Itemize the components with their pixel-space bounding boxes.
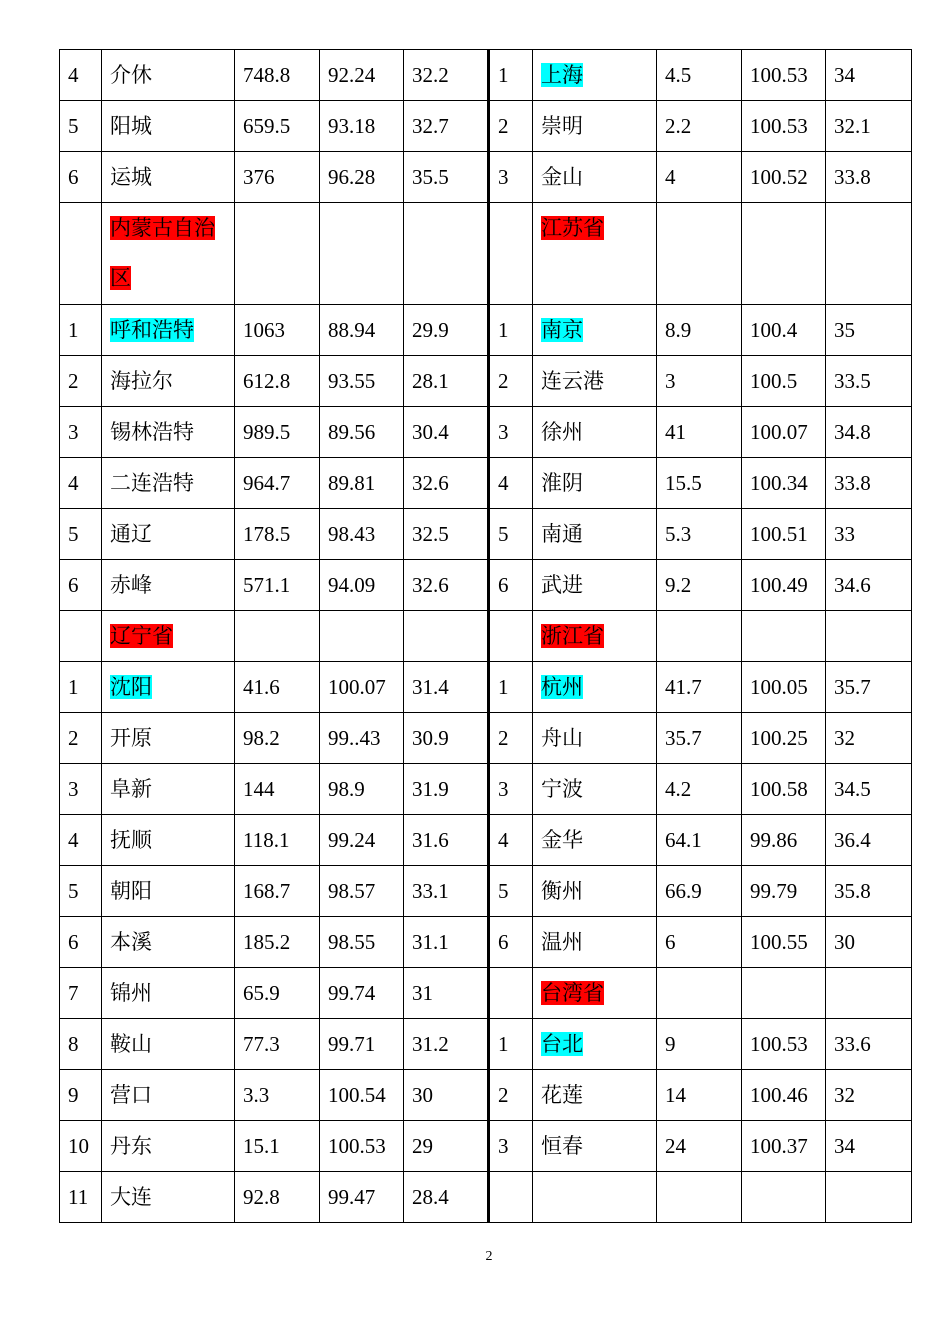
right-temperature-cell [826,611,912,662]
left-temperature-cell: 30.4 [404,407,489,458]
left-elevation-cell: 118.1 [235,815,320,866]
left-index-cell: 3 [60,407,102,458]
left-elevation-cell: 178.5 [235,509,320,560]
right-pressure-cell: 100.53 [742,101,826,152]
right-temperature-cell: 36.4 [826,815,912,866]
right-temperature-cell: 33.6 [826,1019,912,1070]
left-index-cell: 6 [60,152,102,203]
right-pressure-cell: 100.53 [742,50,826,101]
right-elevation-cell [657,968,742,1019]
left-index-cell: 1 [60,305,102,356]
table-row [60,1070,912,1121]
left-pressure-cell: 96.28 [320,152,404,203]
left-pressure-cell [320,611,404,662]
left-temperature-cell: 28.4 [404,1172,489,1223]
left-elevation-cell: 748.8 [235,50,320,101]
table-row [60,1121,912,1172]
table-row [60,713,912,764]
table-row [60,917,912,968]
right-temperature-cell [826,968,912,1019]
right-pressure-cell: 100.4 [742,305,826,356]
table-row [60,50,912,101]
right-elevation-cell: 15.5 [657,458,742,509]
left-pressure-cell: 94.09 [320,560,404,611]
left-station-cell: 锦州 [102,968,235,1019]
left-elevation-cell: 168.7 [235,866,320,917]
right-index-cell: 3 [489,407,533,458]
right-temperature-cell [826,1172,912,1223]
right-pressure-cell: 100.52 [742,152,826,203]
left-temperature-cell: 31.9 [404,764,489,815]
left-station-cell: 营口 [102,1070,235,1121]
left-pressure-cell: 89.81 [320,458,404,509]
left-index-cell: 4 [60,50,102,101]
right-station-cell [533,203,657,305]
right-pressure-cell: 100.5 [742,356,826,407]
left-temperature-cell: 31.2 [404,1019,489,1070]
province-heading: 江苏省 [541,216,604,240]
left-temperature-cell: 33.1 [404,866,489,917]
left-elevation-cell: 144 [235,764,320,815]
left-pressure-cell: 93.55 [320,356,404,407]
left-index-cell: 2 [60,713,102,764]
right-index-cell: 4 [489,815,533,866]
left-station-cell: 朝阳 [102,866,235,917]
left-pressure-cell: 100.53 [320,1121,404,1172]
left-index-cell: 4 [60,815,102,866]
left-index-cell: 6 [60,917,102,968]
climate-data-table [59,49,912,1223]
right-station-cell: 淮阴 [533,458,657,509]
province-heading: 浙江省 [541,624,604,648]
left-elevation-cell: 659.5 [235,101,320,152]
right-elevation-cell: 6 [657,917,742,968]
left-pressure-cell: 99.47 [320,1172,404,1223]
left-station-cell: 鞍山 [102,1019,235,1070]
left-elevation-cell: 571.1 [235,560,320,611]
right-temperature-cell: 33 [826,509,912,560]
right-index-cell: 1 [489,662,533,713]
right-station-cell: 南通 [533,509,657,560]
left-elevation-cell: 376 [235,152,320,203]
left-pressure-cell: 99..43 [320,713,404,764]
page-number: 2 [485,1249,493,1264]
left-index-cell [60,611,102,662]
left-pressure-cell: 99.74 [320,968,404,1019]
left-temperature-cell: 32.6 [404,458,489,509]
right-pressure-cell: 100.25 [742,713,826,764]
table-row [60,305,912,356]
right-station-cell: 连云港 [533,356,657,407]
right-elevation-cell: 14 [657,1070,742,1121]
table-row [60,866,912,917]
table-row [60,1172,912,1223]
left-station-cell: 二连浩特 [102,458,235,509]
right-temperature-cell [826,203,912,305]
table-row [60,560,912,611]
table-row [60,152,912,203]
right-temperature-cell: 32.1 [826,101,912,152]
right-pressure-cell: 100.07 [742,407,826,458]
right-index-cell: 1 [489,50,533,101]
right-index-cell: 6 [489,917,533,968]
right-elevation-cell: 9 [657,1019,742,1070]
left-index-cell: 8 [60,1019,102,1070]
left-temperature-cell: 30.9 [404,713,489,764]
left-station-cell: 海拉尔 [102,356,235,407]
right-index-cell: 2 [489,713,533,764]
right-station-cell [533,968,657,1019]
table-row [60,101,912,152]
left-elevation-cell: 185.2 [235,917,320,968]
right-temperature-cell: 35.7 [826,662,912,713]
right-index-cell: 3 [489,152,533,203]
right-temperature-cell: 33.5 [826,356,912,407]
capital-station-name: 上海 [541,63,583,87]
right-pressure-cell: 100.53 [742,1019,826,1070]
left-index-cell: 2 [60,356,102,407]
right-index-cell: 3 [489,1121,533,1172]
right-index-cell: 2 [489,1070,533,1121]
left-elevation-cell: 989.5 [235,407,320,458]
right-station-cell [533,305,657,356]
table-body [60,50,912,1223]
left-elevation-cell [235,203,320,305]
capital-station-name: 沈阳 [110,675,152,699]
right-pressure-cell [742,968,826,1019]
right-pressure-cell: 100.49 [742,560,826,611]
left-index-cell: 4 [60,458,102,509]
left-pressure-cell: 99.24 [320,815,404,866]
right-index-cell: 3 [489,764,533,815]
left-elevation-cell: 77.3 [235,1019,320,1070]
right-temperature-cell: 30 [826,917,912,968]
left-temperature-cell: 32.5 [404,509,489,560]
right-elevation-cell: 5.3 [657,509,742,560]
left-pressure-cell: 98.9 [320,764,404,815]
table-row [60,611,912,662]
left-index-cell: 11 [60,1172,102,1223]
right-elevation-cell: 8.9 [657,305,742,356]
left-index-cell: 3 [60,764,102,815]
left-pressure-cell: 100.07 [320,662,404,713]
right-station-cell: 崇明 [533,101,657,152]
left-index-cell: 9 [60,1070,102,1121]
left-temperature-cell [404,203,489,305]
right-elevation-cell: 4 [657,152,742,203]
left-index-cell: 5 [60,101,102,152]
table-row [60,968,912,1019]
left-pressure-cell: 88.94 [320,305,404,356]
right-station-cell [533,50,657,101]
right-elevation-cell: 64.1 [657,815,742,866]
right-station-cell: 温州 [533,917,657,968]
right-station-cell [533,662,657,713]
left-elevation-cell: 15.1 [235,1121,320,1172]
left-temperature-cell: 28.1 [404,356,489,407]
right-pressure-cell: 100.05 [742,662,826,713]
left-station-cell: 大连 [102,1172,235,1223]
right-elevation-cell: 35.7 [657,713,742,764]
left-station-cell: 丹东 [102,1121,235,1172]
capital-station-name: 呼和浩特 [110,318,194,342]
left-elevation-cell: 65.9 [235,968,320,1019]
right-index-cell: 5 [489,866,533,917]
left-pressure-cell: 99.71 [320,1019,404,1070]
right-temperature-cell: 34 [826,1121,912,1172]
left-elevation-cell: 92.8 [235,1172,320,1223]
left-temperature-cell: 30 [404,1070,489,1121]
right-pressure-cell: 100.37 [742,1121,826,1172]
left-temperature-cell [404,611,489,662]
right-pressure-cell [742,1172,826,1223]
left-temperature-cell: 32.7 [404,101,489,152]
right-elevation-cell: 9.2 [657,560,742,611]
left-station-cell: 抚顺 [102,815,235,866]
left-elevation-cell: 964.7 [235,458,320,509]
right-pressure-cell: 100.34 [742,458,826,509]
right-elevation-cell: 4.2 [657,764,742,815]
right-pressure-cell: 100.46 [742,1070,826,1121]
left-station-cell: 通辽 [102,509,235,560]
left-index-cell: 6 [60,560,102,611]
right-temperature-cell: 32 [826,1070,912,1121]
right-station-cell [533,1019,657,1070]
table-row [60,407,912,458]
left-elevation-cell: 41.6 [235,662,320,713]
capital-station-name: 南京 [541,318,583,342]
left-elevation-cell: 98.2 [235,713,320,764]
right-temperature-cell: 33.8 [826,152,912,203]
capital-station-name: 杭州 [541,675,583,699]
left-temperature-cell: 35.5 [404,152,489,203]
left-station-cell [102,611,235,662]
right-index-cell: 1 [489,1019,533,1070]
right-pressure-cell: 100.51 [742,509,826,560]
right-index-cell: 2 [489,101,533,152]
right-index-cell: 2 [489,356,533,407]
right-elevation-cell: 66.9 [657,866,742,917]
left-station-cell: 锡林浩特 [102,407,235,458]
left-temperature-cell: 31 [404,968,489,1019]
left-temperature-cell: 29 [404,1121,489,1172]
left-pressure-cell: 98.57 [320,866,404,917]
left-temperature-cell: 32.6 [404,560,489,611]
right-index-cell: 4 [489,458,533,509]
right-station-cell: 武进 [533,560,657,611]
left-elevation-cell: 3.3 [235,1070,320,1121]
left-pressure-cell: 98.55 [320,917,404,968]
right-elevation-cell [657,203,742,305]
left-pressure-cell: 100.54 [320,1070,404,1121]
right-temperature-cell: 35 [826,305,912,356]
left-index-cell: 7 [60,968,102,1019]
table-row [60,764,912,815]
right-station-cell: 恒春 [533,1121,657,1172]
right-index-cell [489,611,533,662]
right-pressure-cell [742,611,826,662]
right-station-cell: 金山 [533,152,657,203]
table-row [60,815,912,866]
right-elevation-cell [657,1172,742,1223]
right-station-cell: 宁波 [533,764,657,815]
right-elevation-cell: 2.2 [657,101,742,152]
right-temperature-cell: 32 [826,713,912,764]
left-index-cell: 1 [60,662,102,713]
left-temperature-cell: 31.4 [404,662,489,713]
left-station-cell: 赤峰 [102,560,235,611]
right-index-cell [489,968,533,1019]
table-row [60,356,912,407]
table-row [60,458,912,509]
left-station-cell: 运城 [102,152,235,203]
right-elevation-cell: 3 [657,356,742,407]
right-temperature-cell: 35.8 [826,866,912,917]
right-pressure-cell: 100.55 [742,917,826,968]
province-heading: 内蒙古自治区 [110,216,215,290]
right-elevation-cell: 24 [657,1121,742,1172]
right-temperature-cell: 34.8 [826,407,912,458]
right-temperature-cell: 34 [826,50,912,101]
left-station-cell: 开原 [102,713,235,764]
left-pressure-cell: 93.18 [320,101,404,152]
right-index-cell [489,203,533,305]
table-row [60,1019,912,1070]
right-temperature-cell: 34.5 [826,764,912,815]
right-elevation-cell: 41 [657,407,742,458]
right-elevation-cell [657,611,742,662]
left-temperature-cell: 31.1 [404,917,489,968]
left-temperature-cell: 32.2 [404,50,489,101]
right-pressure-cell: 100.58 [742,764,826,815]
left-temperature-cell: 29.9 [404,305,489,356]
right-station-cell: 衡州 [533,866,657,917]
right-temperature-cell: 34.6 [826,560,912,611]
right-pressure-cell: 99.86 [742,815,826,866]
right-index-cell: 1 [489,305,533,356]
left-index-cell [60,203,102,305]
table-row [60,203,912,305]
capital-station-name: 台北 [541,1032,583,1056]
left-elevation-cell: 1063 [235,305,320,356]
right-station-cell [533,1172,657,1223]
left-station-cell: 本溪 [102,917,235,968]
right-pressure-cell: 99.79 [742,866,826,917]
left-station-cell: 阳城 [102,101,235,152]
province-heading: 辽宁省 [110,624,173,648]
right-station-cell: 舟山 [533,713,657,764]
right-elevation-cell: 41.7 [657,662,742,713]
right-pressure-cell [742,203,826,305]
left-elevation-cell [235,611,320,662]
left-elevation-cell: 612.8 [235,356,320,407]
right-index-cell: 5 [489,509,533,560]
province-heading: 台湾省 [541,981,604,1005]
right-index-cell [489,1172,533,1223]
right-elevation-cell: 4.5 [657,50,742,101]
left-pressure-cell: 89.56 [320,407,404,458]
right-temperature-cell: 33.8 [826,458,912,509]
left-pressure-cell: 98.43 [320,509,404,560]
left-temperature-cell: 31.6 [404,815,489,866]
left-station-cell: 介休 [102,50,235,101]
left-pressure-cell: 92.24 [320,50,404,101]
left-index-cell: 5 [60,509,102,560]
table-row [60,509,912,560]
left-station-cell [102,305,235,356]
left-pressure-cell [320,203,404,305]
left-station-cell [102,203,235,305]
right-station-cell: 金华 [533,815,657,866]
left-station-cell [102,662,235,713]
right-station-cell [533,611,657,662]
left-index-cell: 10 [60,1121,102,1172]
right-index-cell: 6 [489,560,533,611]
left-index-cell: 5 [60,866,102,917]
table-row [60,662,912,713]
right-station-cell: 花莲 [533,1070,657,1121]
left-station-cell: 阜新 [102,764,235,815]
right-station-cell: 徐州 [533,407,657,458]
